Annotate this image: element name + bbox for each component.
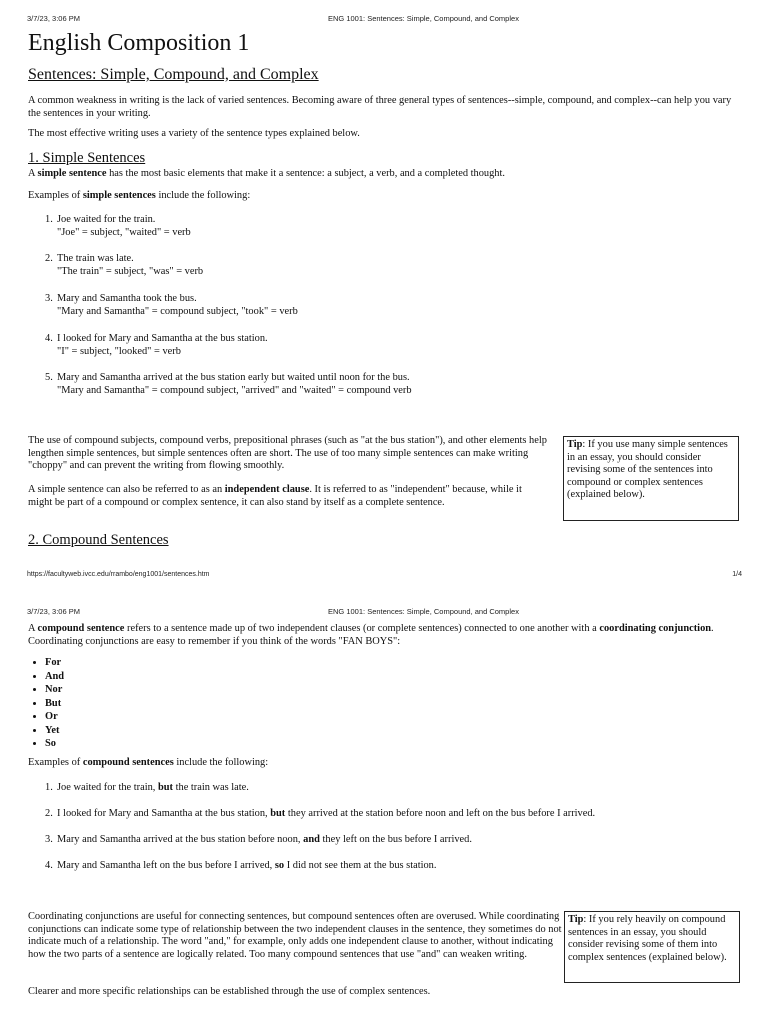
independent-clause-paragraph: A simple sentence can also be referred to as an independent clause. It is referred to as "independent" because, while it might be part of a compound or complex sentence, it can also stand by itself as a complete sentence. xyxy=(28,484,522,508)
compound-examples-intro: Examples of compound sentences include the following: xyxy=(28,757,269,768)
tip-box: Tip: If you use many simple sentences in an essay, you should consider revising some of the sentences into compound or complex sentences (explained below). xyxy=(563,436,739,521)
print-title: ENG 1001: Sentences: Simple, Compound, and Complex xyxy=(328,14,519,23)
intro-paragraph-2: The most effective writing uses a variety of the sentence types explained below. xyxy=(28,128,360,139)
list-item: 2. The train was late. "The train" = subject, "was" = verb xyxy=(45,253,204,277)
site-title: English Composition 1 xyxy=(28,30,250,56)
print-header xyxy=(0,603,768,617)
list-item: • And xyxy=(45,670,64,684)
list-item: • For xyxy=(45,656,64,670)
compound-paragraph: Coordinating conjunctions are useful for connecting sentences, but compound sentences often are overused. While coordinating conjunctions can indicate some type of relationship between the two independent clauses in the sentence, they sometimes do not indicate much of a relationship. The word "and," for example, only adds one independent clause to another, without indicating how the two parts of a sentence are logically related. Too many compound sentences that use "and" can weaken writing. xyxy=(28,911,562,960)
list-item: 5. Mary and Samantha arrived at the bus station early but waited until noon for the bus. "Mary and Samantha" = compound subject, "arrived" and "waited" = compound verb xyxy=(45,372,412,396)
list-item: 1. Joe waited for the train. "Joe" = subject, "waited" = verb xyxy=(45,214,191,238)
intro-paragraph: A common weakness in writing is the lack of varied sentences. Becoming aware of three general types of sentences--simple, compound, and complex--can help you vary the sentences in your writing. xyxy=(28,95,732,119)
list-item: • But xyxy=(45,697,64,711)
print-date: 3/7/23, 3:06 PM xyxy=(27,607,80,616)
list-item: 3. Mary and Samantha arrived at the bus station before noon, and they left on the bus before I arrived. xyxy=(45,834,472,845)
print-date: 3/7/23, 3:06 PM xyxy=(27,14,80,23)
simple-definition: A simple sentence has the most basic elements that make it a sentence: a subject, a verb, and a completed thought. xyxy=(28,168,505,179)
page-heading: Sentences: Simple, Compound, and Complex xyxy=(28,66,319,83)
page-number: 1/4 xyxy=(732,571,742,578)
list-item: • Yet xyxy=(45,724,64,738)
list-item: 2. I looked for Mary and Samantha at the bus station, but they arrived at the station before noon and left on the bus before I arrived. xyxy=(45,808,596,819)
list-item: 3. Mary and Samantha took the bus. "Mary and Samantha" = compound subject, "took" = verb xyxy=(45,293,298,317)
section-heading-simple: 1. Simple Sentences xyxy=(28,150,146,166)
compound-definition: A compound sentence refers to a sentence made up of two independent clauses (or complete sentences) connected to one another with a coordinating conjunction. Coordinating conjunctions are easy to remember if you think of the words "FAN BOYS": xyxy=(28,623,714,647)
list-item: 1. Joe waited for the train, but the train was late. xyxy=(45,782,249,793)
tip-box: Tip: If you rely heavily on compound sentences in an essay, you should consider revising some of them into complex sentences (explained below). xyxy=(564,911,740,983)
footer-url: https://facultyweb.ivcc.edu/rrambo/eng1001/sentences.htm xyxy=(27,571,210,578)
fanboys-list xyxy=(30,656,64,751)
list-item: 4. I looked for Mary and Samantha at the bus station. "I" = subject, "looked" = verb xyxy=(45,333,268,357)
simple-paragraph: The use of compound subjects, compound verbs, prepositional phrases (such as "at the bus station"), and other elements help lengthen simple sentences, but simple sentences often are short. The use of too many simple sentences can make writing "choppy" and can prevent the writing from flowing smoothly. xyxy=(28,435,547,472)
compound-paragraph-2: Clearer and more specific relationships can be established through the use of complex sentences. xyxy=(28,986,431,997)
print-title: ENG 1001: Sentences: Simple, Compound, and Complex xyxy=(328,607,519,616)
list-item: • So xyxy=(45,737,64,751)
list-item: 4. Mary and Samantha left on the bus before I arrived, so I did not see them at the bus station. xyxy=(45,860,437,871)
simple-examples-intro: Examples of simple sentences include the following: xyxy=(28,190,251,201)
section-heading-compound: 2. Compound Sentences xyxy=(28,532,169,548)
list-item: • Nor xyxy=(45,683,64,697)
print-header xyxy=(0,10,768,24)
print-footer xyxy=(0,571,768,585)
list-item: • Or xyxy=(45,710,64,724)
